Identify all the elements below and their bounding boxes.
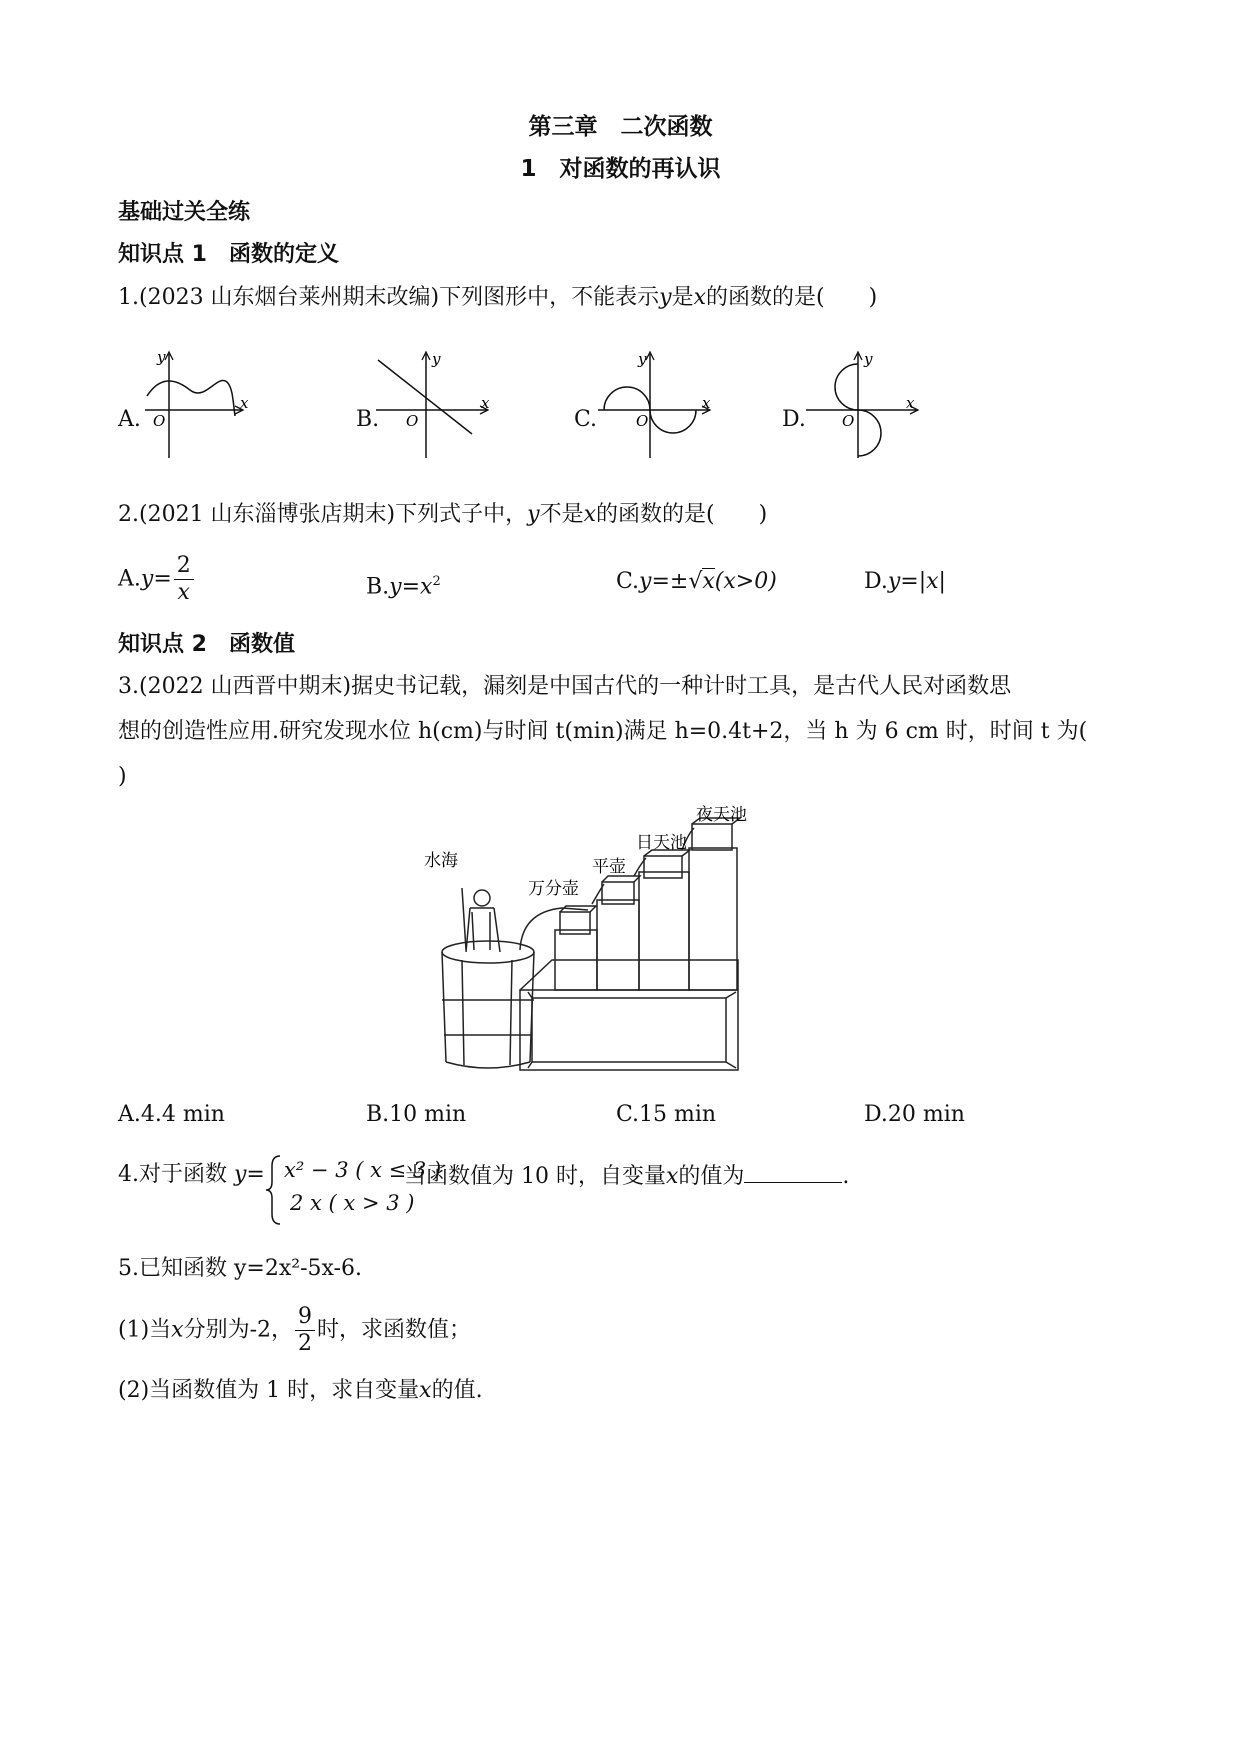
- knowledge-point-2: 知识点 2 函数值: [118, 632, 295, 657]
- graph-a-y-label: y: [157, 348, 166, 366]
- question-4-suffix: 当函数值为 10 时，自变量x的值为 .: [404, 1160, 849, 1192]
- label-yetianchi: 夜天池: [696, 805, 747, 825]
- label-shuihai: 水海: [424, 851, 458, 871]
- graph-c-y-label: y: [638, 350, 647, 368]
- graph-b: [376, 346, 496, 458]
- question-3-line-1: 3.(2022 山西晋中期末)据史书记载，漏刻是中国古代的一种计时工具，是古代人民对函数思: [118, 674, 1012, 699]
- graph-b-x-label: x: [481, 394, 490, 412]
- piecewise-case-2: 2 x ( x > 3 ): [290, 1191, 415, 1215]
- label-ritianchi: 日天池: [636, 833, 687, 853]
- graph-b-origin: O: [406, 412, 419, 430]
- graph-c-origin: O: [636, 412, 649, 430]
- q2-option-c: C.y=±√x(x>0): [616, 569, 777, 594]
- question-2-stem: 2.(2021 山东淄博张店期末)下列式子中，y不是x的函数的是( ): [118, 502, 768, 527]
- q3-option-a: A.4.4 min: [118, 1102, 225, 1127]
- graph-c-x-label: x: [702, 394, 711, 412]
- q3-option-c: C.15 min: [616, 1102, 717, 1127]
- question-4-prefix: 4.对于函数 y=: [118, 1162, 265, 1187]
- section-title: 1 对函数的再认识: [520, 156, 721, 182]
- graph-a-x-label: x: [240, 394, 249, 412]
- q3-option-d: D.20 min: [864, 1102, 965, 1127]
- question-3-line-3: ): [118, 764, 127, 789]
- q2-option-b: $B.y=x^2$: [366, 574, 441, 600]
- chapter-title: 第三章 二次函数: [528, 114, 713, 140]
- q1-option-a-label: A.: [118, 407, 141, 432]
- graph-d-x-label: x: [906, 394, 915, 412]
- label-wanfenhu: 万分壶: [528, 879, 579, 899]
- practice-heading: 基础过关全练: [118, 200, 251, 225]
- knowledge-point-1: 知识点 1 函数的定义: [118, 242, 339, 267]
- question-5-part-2: (2)当函数值为 1 时，求自变量x的值.: [118, 1378, 483, 1403]
- q1-option-b-label: B.: [356, 407, 380, 432]
- graph-b-y-label: y: [432, 350, 441, 368]
- q2-option-d: D.y=|x|: [864, 569, 946, 594]
- graph-c: [598, 346, 718, 458]
- question-5-stem: 5.已知函数 y=2x²-5x-6.: [118, 1256, 362, 1281]
- graph-a-origin: O: [153, 412, 166, 430]
- water-clock-illustration: [420, 800, 800, 1080]
- question-3-line-2: 想的创造性应用.研究发现水位 h(cm)与时间 t(min)满足 h=0.4t+2，当 h 为 6 cm 时，时间 t 为(: [118, 719, 1088, 744]
- graph-a: [145, 346, 255, 458]
- question-1-stem: 1.(2023 山东烟台莱州期末改编)下列图形中，不能表示y是x的函数的是( ): [118, 285, 878, 310]
- q1-option-d-label: D.: [782, 407, 806, 432]
- piecewise-brace: [264, 1154, 284, 1226]
- label-pinghu: 平壶: [592, 857, 626, 877]
- graph-d: [806, 346, 926, 458]
- answer-blank[interactable]: [744, 1160, 842, 1183]
- piecewise-case-1: x² − 3 ( x ≤ 3 ): [284, 1158, 442, 1182]
- q3-option-b: B.10 min: [366, 1102, 467, 1127]
- graph-d-y-label: y: [864, 350, 873, 368]
- q2-option-a: A.y= $\frac{2}{x}$: [118, 553, 196, 606]
- question-5-part-1: (1)当x分别为-2， $\frac{9}{2}$ 时，求函数值；: [118, 1304, 472, 1356]
- graph-d-origin: O: [842, 412, 855, 430]
- q1-option-c-label: C.: [574, 407, 598, 432]
